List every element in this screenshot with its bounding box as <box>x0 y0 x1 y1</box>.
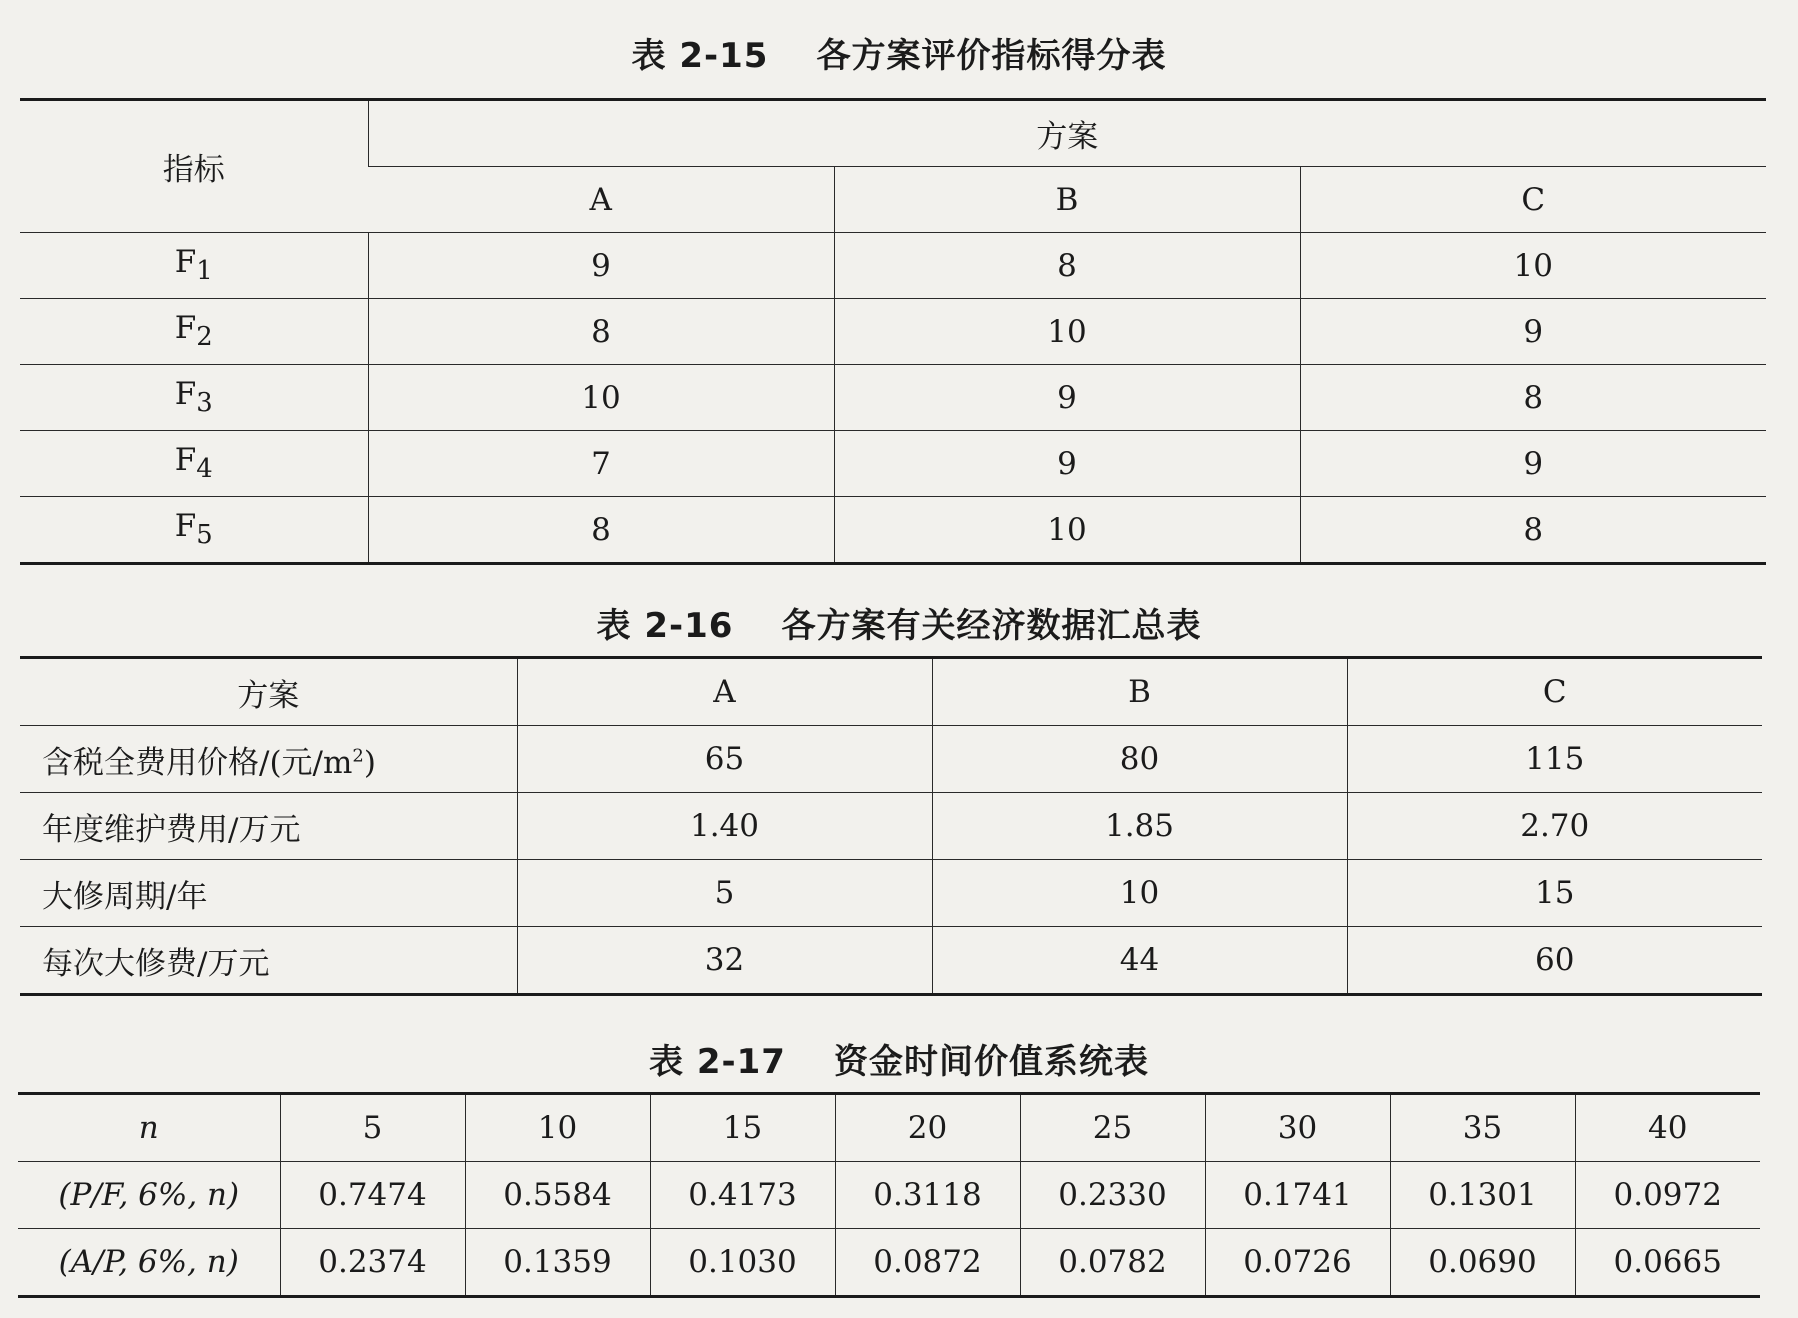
table-cell: 10 <box>834 299 1300 365</box>
table-cell: 80 <box>932 726 1347 793</box>
table-title: 各方案评价指标得分表 <box>816 36 1167 76</box>
table-row <box>20 793 1762 860</box>
table-title: 各方案有关经济数据汇总表 <box>781 606 1202 646</box>
table-number: 表 2-17 <box>649 1042 786 1082</box>
table-title: 资金时间价值系统表 <box>833 1042 1149 1082</box>
table-row <box>18 1162 1760 1229</box>
table-row <box>20 927 1762 995</box>
table-cell: 32 <box>517 927 932 995</box>
table-2-15-caption <box>0 28 1798 77</box>
header-row <box>18 1094 1760 1162</box>
table-number: 表 2-16 <box>596 606 734 646</box>
column-header: 35 <box>1390 1094 1575 1162</box>
table-cell: 10 <box>932 860 1347 927</box>
column-header: 10 <box>465 1094 650 1162</box>
table-cell: 0.0972 <box>1575 1162 1760 1229</box>
header-n: n <box>138 1110 159 1146</box>
header-scheme: 方案 <box>237 677 300 714</box>
table-cell: 0.5584 <box>465 1162 650 1229</box>
column-header: 25 <box>1020 1094 1205 1162</box>
table-cell: 0.7474 <box>280 1162 465 1229</box>
table-cell: 0.1359 <box>465 1229 650 1297</box>
table-cell: 7 <box>368 431 834 497</box>
column-header: B <box>834 167 1300 233</box>
table-cell: 2.70 <box>1347 793 1762 860</box>
column-header: A <box>517 658 932 726</box>
table-cell: 8 <box>368 299 834 365</box>
header-indicator: 指标 <box>162 152 225 188</box>
header-row <box>20 658 1762 726</box>
row-label: $F_5$ <box>20 497 368 564</box>
table-cell: 115 <box>1347 726 1762 793</box>
table-cell: 1.40 <box>517 793 932 860</box>
table-cell: 9 <box>834 365 1300 431</box>
table-row <box>20 860 1762 927</box>
column-header: 40 <box>1575 1094 1760 1162</box>
table-cell: 8 <box>1300 497 1766 564</box>
table-cell: 0.1741 <box>1205 1162 1390 1229</box>
table-cell: 1.85 <box>932 793 1347 860</box>
table-cell: 9 <box>834 431 1300 497</box>
time-value-table <box>18 1092 1760 1298</box>
column-header: C <box>1347 658 1762 726</box>
table-cell: 44 <box>932 927 1347 995</box>
table-cell: 10 <box>368 365 834 431</box>
table-cell: 8 <box>1300 365 1766 431</box>
table-cell: 8 <box>834 233 1300 299</box>
table-cell: 0.0726 <box>1205 1229 1390 1297</box>
table-row <box>20 233 1766 299</box>
row-label: 含税全费用价格/(元$/m^2$) <box>20 726 517 793</box>
table-cell: 0.2330 <box>1020 1162 1205 1229</box>
table-row <box>20 497 1766 564</box>
table-cell: 0.0872 <box>835 1229 1020 1297</box>
table-cell: 60 <box>1347 927 1762 995</box>
table-cell: 5 <box>517 860 932 927</box>
table-cell: 0.2374 <box>280 1229 465 1297</box>
row-label: 大修周期/年 <box>20 860 517 927</box>
table-2-17-caption <box>0 1034 1798 1083</box>
row-label: 每次大修费/万元 <box>20 927 517 995</box>
column-header: 5 <box>280 1094 465 1162</box>
column-header: 15 <box>650 1094 835 1162</box>
table-number: 表 2-15 <box>631 36 769 76</box>
table-row <box>20 726 1762 793</box>
table-cell: 65 <box>517 726 932 793</box>
row-label: $F_1$ <box>20 233 368 299</box>
row-label: $F_3$ <box>20 365 368 431</box>
row-label: 年度维护费用/万元 <box>20 793 517 860</box>
column-header: A <box>368 167 834 233</box>
table-cell: 0.1301 <box>1390 1162 1575 1229</box>
row-label: (P/F, 6%, n) <box>18 1162 280 1229</box>
row-label: (A/P, 6%, n) <box>18 1229 280 1297</box>
table-cell: 10 <box>1300 233 1766 299</box>
row-label: $F_2$ <box>20 299 368 365</box>
column-header: B <box>932 658 1347 726</box>
table-cell: 0.0690 <box>1390 1229 1575 1297</box>
evaluation-score-table <box>20 98 1766 565</box>
table-cell: 0.0782 <box>1020 1229 1205 1297</box>
table-cell: 0.0665 <box>1575 1229 1760 1297</box>
table-2-16-caption <box>0 598 1798 647</box>
table-cell: 9 <box>368 233 834 299</box>
table-cell: 0.4173 <box>650 1162 835 1229</box>
column-header: C <box>1300 167 1766 233</box>
table-cell: 0.1030 <box>650 1229 835 1297</box>
header-scheme: 方案 <box>368 100 1766 167</box>
table-cell: 9 <box>1300 431 1766 497</box>
column-header: 30 <box>1205 1094 1390 1162</box>
economic-data-table <box>20 656 1762 996</box>
table-row <box>20 299 1766 365</box>
table-cell: 15 <box>1347 860 1762 927</box>
table-cell: 9 <box>1300 299 1766 365</box>
table-cell: 0.3118 <box>835 1162 1020 1229</box>
table-row <box>18 1229 1760 1297</box>
row-label: $F_4$ <box>20 431 368 497</box>
column-header: 20 <box>835 1094 1020 1162</box>
table-row <box>20 365 1766 431</box>
table-cell: 10 <box>834 497 1300 564</box>
table-row <box>20 431 1766 497</box>
table-cell: 8 <box>368 497 834 564</box>
